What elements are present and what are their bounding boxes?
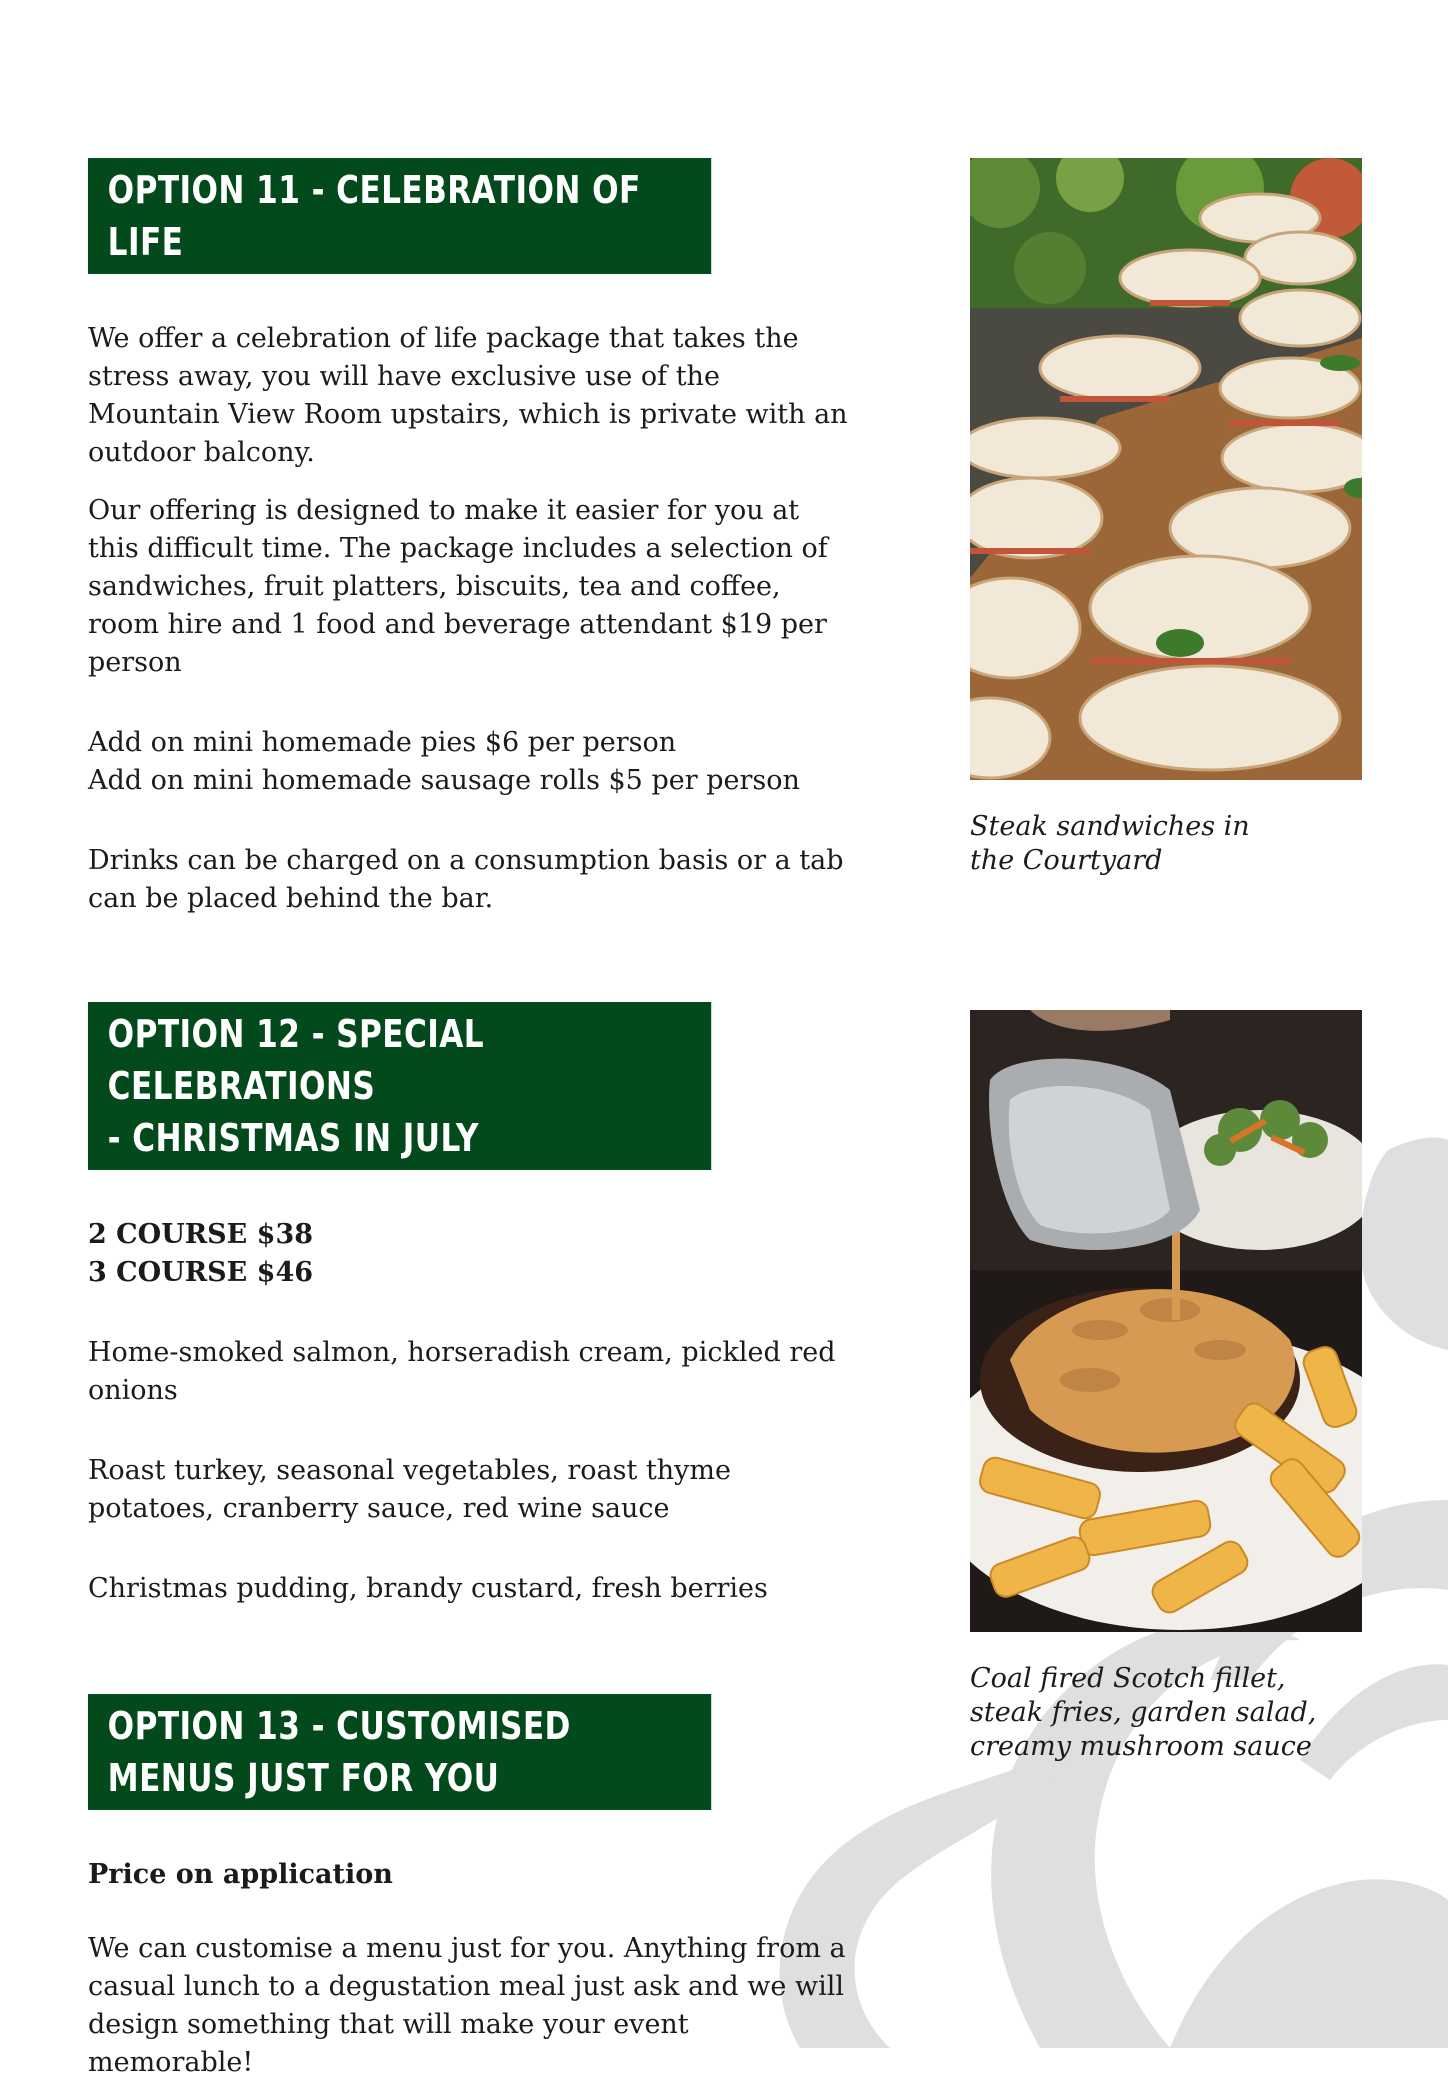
option-11-section [88, 158, 848, 918]
option-12-title-line2: - CHRISTMAS IN JULY [107, 1116, 479, 1160]
option-13-price-label: Price on application [88, 1859, 393, 1890]
option-11-addon-sausage-rolls: Add on mini homemade sausage rolls $5 per person [88, 765, 800, 796]
option-12-banner [88, 1002, 711, 1170]
option-12-prices [88, 1216, 848, 1292]
steak-sandwiches-photo [970, 158, 1362, 780]
option-12-section [88, 1002, 848, 1608]
option-11-addon-pies: Add on mini homemade pies $6 per person [88, 727, 677, 758]
scotch-fillet-photo [970, 1010, 1362, 1632]
option-11-drinks: Drinks can be charged on a consumption basis or a tab can be placed behind the bar. [88, 845, 844, 914]
scotch-fillet-caption: Coal fired Scotch fillet, steak fries, garden salad, creamy mushroom sauce [970, 1663, 1317, 1762]
option-11-package: Our offering is designed to make it easier for you at this difficult time. The package includes a selection of sandwiches, fruit platters, biscuits, tea and coffee, room hire and 1 food and beverage attendant $19 per person [88, 495, 828, 678]
option-12-dessert: Christmas pudding, brandy custard, fresh berries [88, 1573, 768, 1604]
left-column [88, 158, 848, 2082]
option-12-price-2-course: 2 COURSE $38 [88, 1219, 314, 1250]
option-11-intro: We offer a celebration of life package that takes the stress away, you will have exclusive use of the Mountain View Room upstairs, which is private with an outdoor balcony. [88, 323, 848, 468]
option-11-banner [88, 158, 711, 274]
option-13-description: We can customise a menu just for you. Anything from a casual lunch to a degustation meal just ask and we will design something that will make your event memorable! [88, 1933, 846, 2078]
option-12-title-line1: OPTION 12 - SPECIAL CELEBRATIONS [107, 1012, 485, 1108]
option-12-main: Roast turkey, seasonal vegetables, roast thyme potatoes, cranberry sauce, red wine sauce [88, 1455, 732, 1524]
right-column [970, 158, 1362, 1764]
option-13-section [88, 1694, 848, 2082]
option-12-entree: Home-smoked salmon, horseradish cream, pickled red onions [88, 1337, 836, 1406]
option-13-banner [88, 1694, 711, 1810]
option-12-price-3-course: 3 COURSE $46 [88, 1257, 314, 1288]
option-11-title: OPTION 11 - CELEBRATION OF LIFE [107, 168, 641, 264]
option-13-title: OPTION 13 - CUSTOMISED MENUS JUST FOR YOU [107, 1704, 571, 1800]
steak-sandwiches-caption: Steak sandwiches in the Courtyard [970, 811, 1250, 876]
